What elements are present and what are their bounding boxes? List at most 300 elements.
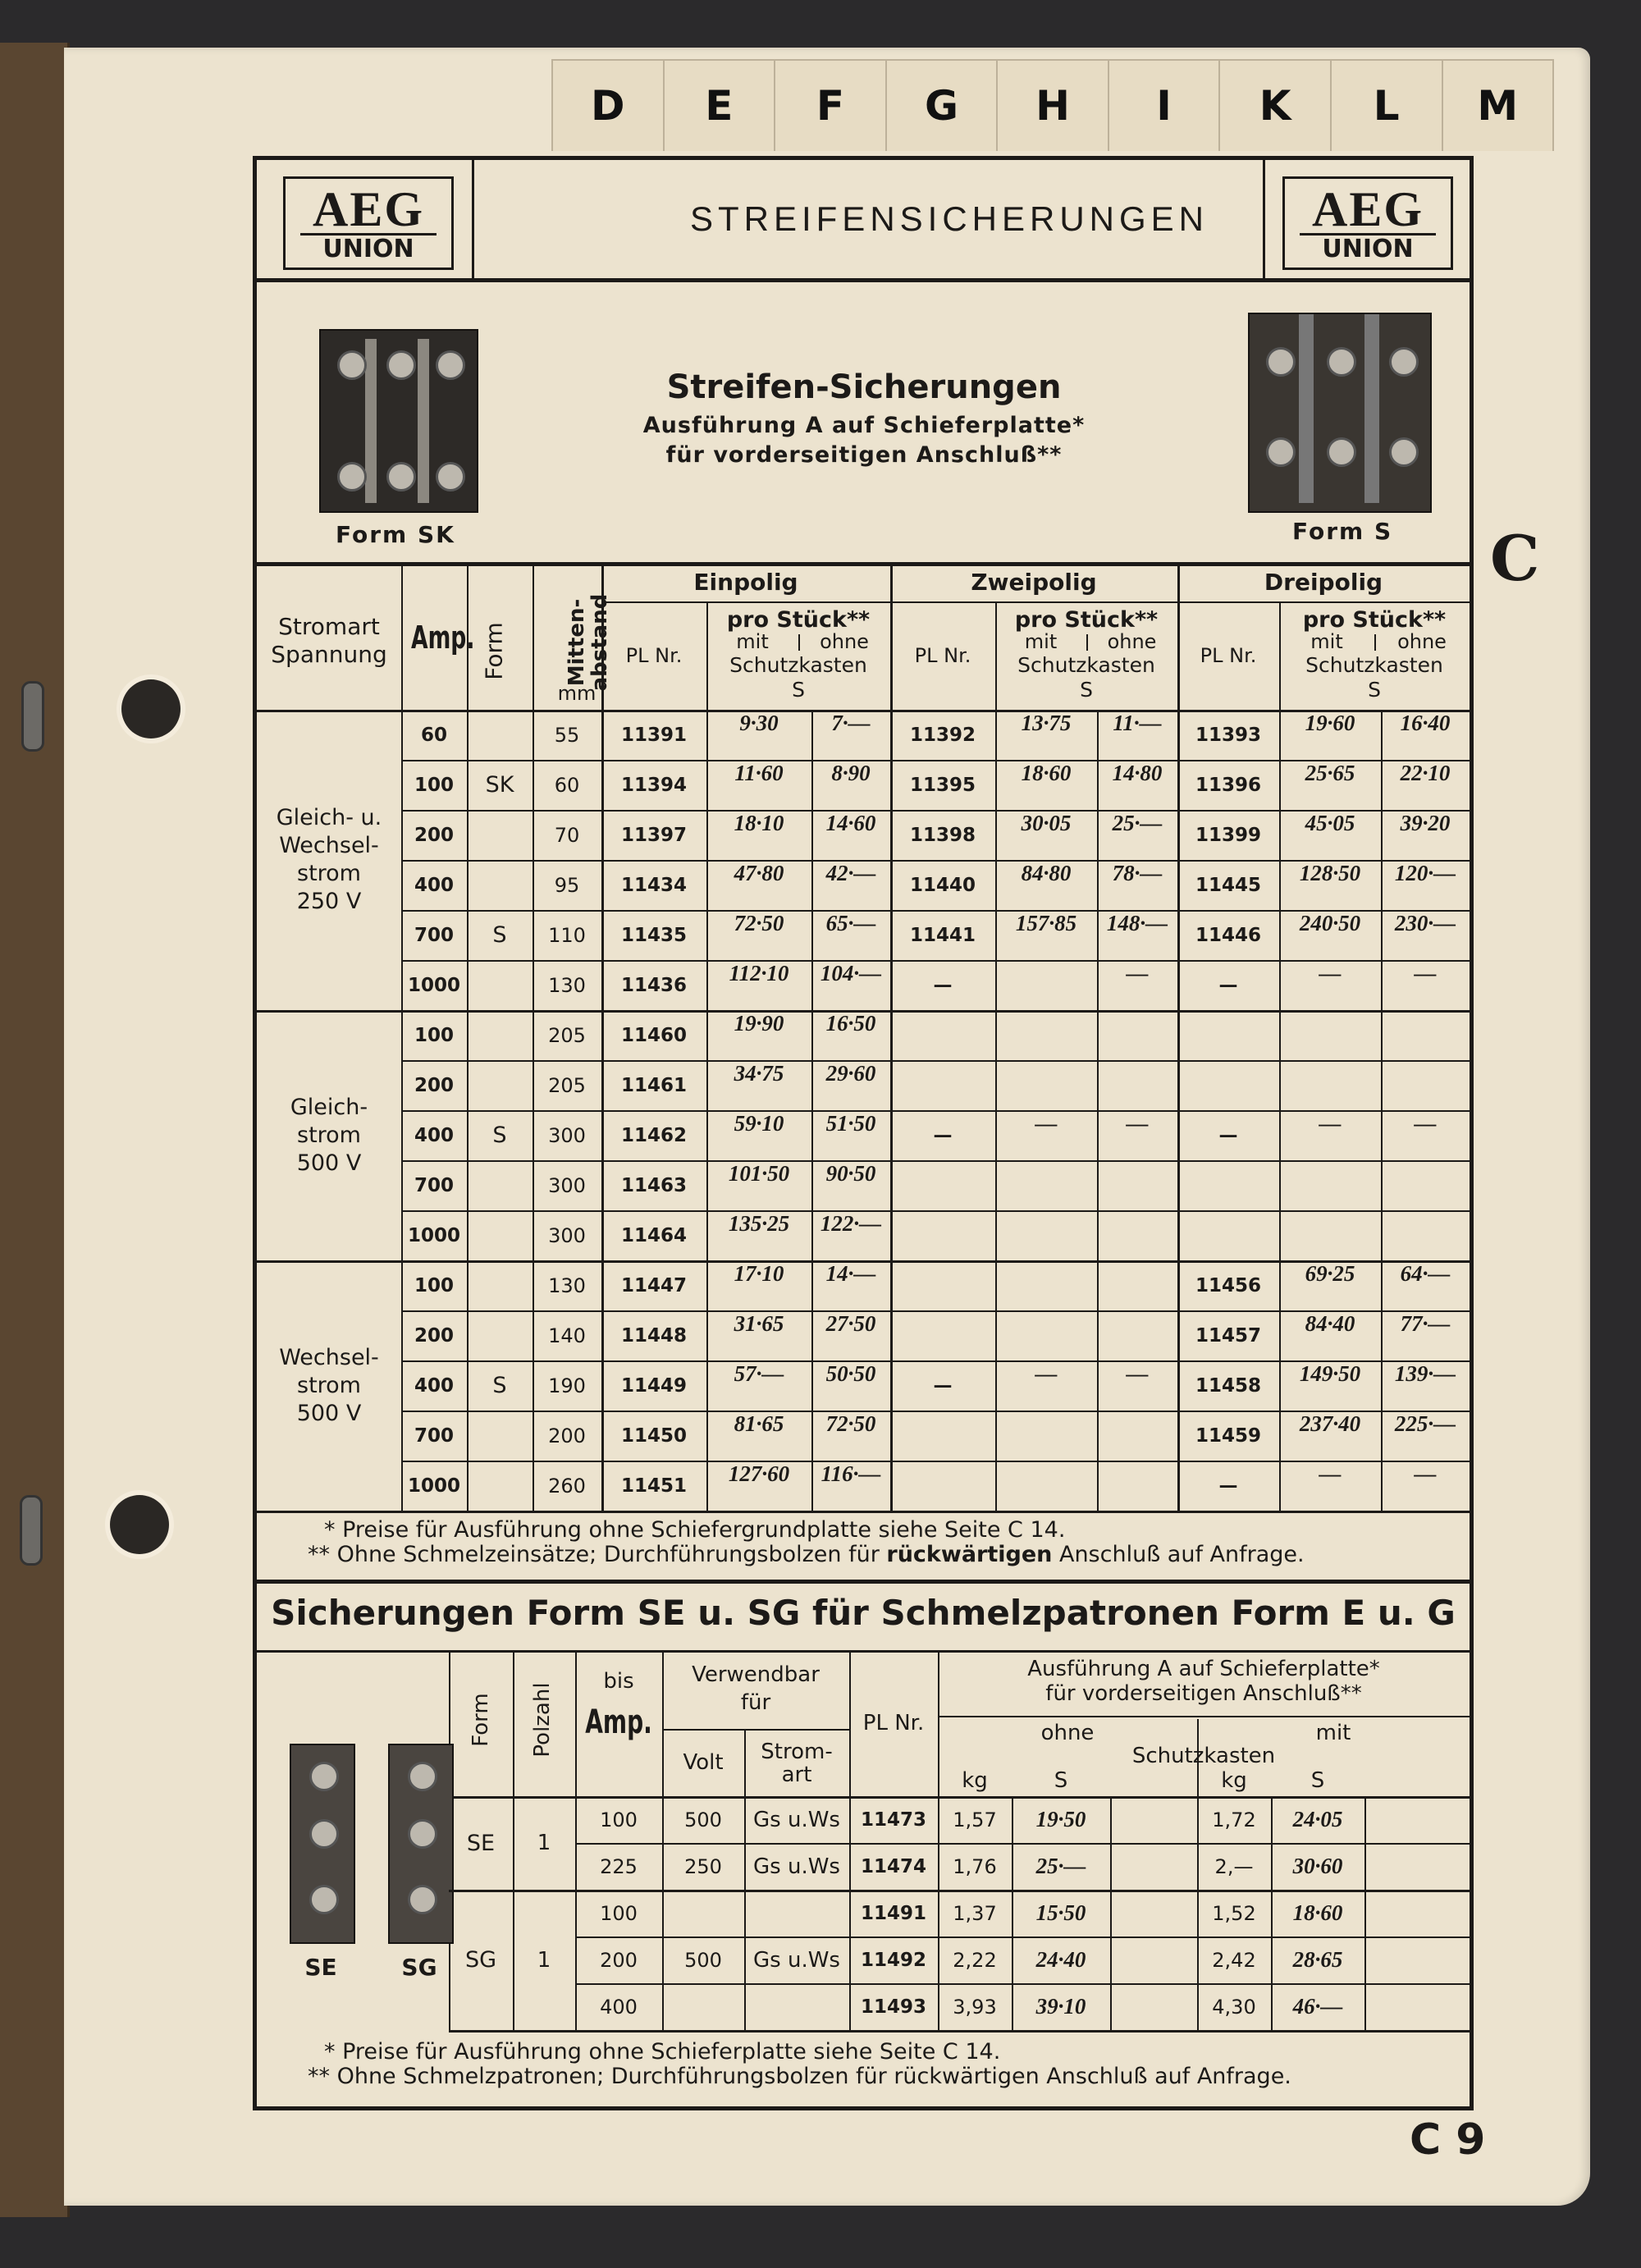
cell-form xyxy=(467,1010,533,1060)
cell-dreipolig-ohne xyxy=(1381,1149,1470,1199)
col-header-volt: Volt xyxy=(683,1750,724,1775)
cell-einpolig-mit: 47·80 xyxy=(734,861,784,885)
cell-zweipolig-mit xyxy=(995,1449,1097,1499)
cell-zweipolig-pl-nr xyxy=(890,1160,995,1210)
col-header-ohne: ohne xyxy=(1397,630,1447,653)
col-header-polzahl: Polzahl xyxy=(530,1682,555,1758)
rule xyxy=(449,2030,1470,2033)
cell-dreipolig-pl-nr: — xyxy=(1218,1124,1238,1146)
cell-dreipolig-ohne: 22·10 xyxy=(1400,761,1451,785)
aeg-union-logo-left xyxy=(283,176,454,270)
cell-einpolig-mit: 81·65 xyxy=(734,1411,784,1436)
cell-einpolig-pl-nr: 11460 xyxy=(620,1024,688,1046)
col-header-pro-stueck: pro Stück** xyxy=(1302,606,1447,633)
cell-einpolig-ohne: 7·— xyxy=(831,711,871,735)
col-header-unit: S xyxy=(1054,1768,1068,1793)
cell-dreipolig-ohne: 230·— xyxy=(1394,911,1456,935)
cell-zweipolig-pl-nr xyxy=(890,1260,995,1310)
col-header-schutzkasten: Schutzkasten xyxy=(729,652,867,677)
cell-zweipolig-pl-nr xyxy=(890,1461,995,1511)
col-header-pl-nr: PL Nr. xyxy=(1200,644,1257,667)
group-label-line: strom xyxy=(297,1122,361,1148)
cell-price-mit: 24·05 xyxy=(1292,1807,1343,1831)
cell-form: SK xyxy=(485,772,514,798)
cell-dreipolig-pl-nr: 11456 xyxy=(1195,1274,1262,1296)
cell-amp: 200 xyxy=(414,1074,454,1096)
binder-ring-bottom xyxy=(20,1495,43,1566)
index-tab-f[interactable]: F xyxy=(774,59,887,151)
cell-einpolig-ohne: 16·50 xyxy=(825,1011,876,1036)
index-tab-g[interactable]: G xyxy=(885,59,999,151)
cell-kg-ohne: 3,93 xyxy=(953,1995,997,2019)
fuse-form-s-photo xyxy=(1248,313,1432,513)
punch-hole-top xyxy=(121,679,181,738)
cell-einpolig-pl-nr: 11464 xyxy=(620,1224,688,1246)
group-label-line: 250 V xyxy=(296,889,362,914)
cell-dreipolig-pl-nr: 11393 xyxy=(1195,724,1262,746)
cell-mittenabstand: 110 xyxy=(548,923,586,947)
cell-pl-nr: 11474 xyxy=(860,1855,927,1877)
fuse-form-sk-photo xyxy=(319,329,478,513)
col-header-schutzkasten: Schutzkasten xyxy=(1017,652,1155,677)
col-header-zweipolig: Zweipolig xyxy=(971,568,1097,596)
col-header-unit: S xyxy=(1310,1768,1325,1793)
cell-dreipolig-mit: 128·50 xyxy=(1299,861,1361,885)
index-tab-e[interactable]: E xyxy=(663,59,776,151)
photo-label-se: SE xyxy=(304,1954,337,1981)
logo-union-text: UNION xyxy=(300,233,437,262)
col-header-pl-nr: PL Nr. xyxy=(625,644,683,667)
stromart-text: Stromart xyxy=(278,613,380,640)
group-label xyxy=(257,1260,401,1511)
cell-einpolig-mit: 31·65 xyxy=(734,1311,784,1336)
cell-dreipolig-pl-nr: 11459 xyxy=(1195,1424,1262,1447)
abstand-text: abstand xyxy=(587,593,612,692)
cell-mittenabstand: 200 xyxy=(548,1424,586,1447)
group-label xyxy=(257,1010,401,1260)
cell-dreipolig-mit: 149·50 xyxy=(1299,1361,1361,1386)
cell-zweipolig-mit xyxy=(995,1249,1097,1299)
cell-einpolig-ohne: 122·— xyxy=(820,1211,882,1236)
footnote-2 xyxy=(308,1542,1305,1567)
logo-union-text: UNION xyxy=(1300,233,1436,262)
col-header-unit: S xyxy=(792,677,805,702)
cell-einpolig-pl-nr: 11447 xyxy=(620,1274,688,1296)
col-header-mit: mit xyxy=(1310,630,1343,653)
cell-amp: 400 xyxy=(414,874,454,896)
cell-form: SG xyxy=(464,1947,497,1973)
cell-zweipolig-mit xyxy=(995,1399,1097,1449)
col-header-stromart xyxy=(257,613,401,669)
col-header-schutzkasten: Schutzkasten xyxy=(1131,1744,1276,1768)
cell-zweipolig-ohne: 25·— xyxy=(1112,811,1163,835)
cell-zweipolig-pl-nr: 11441 xyxy=(909,924,976,946)
cell-dreipolig-ohne: 16·40 xyxy=(1400,711,1451,735)
cell-einpolig-pl-nr: 11397 xyxy=(620,824,688,846)
col-header-einpolig: Einpolig xyxy=(693,568,798,596)
cell-dreipolig-ohne: 120·— xyxy=(1394,861,1456,885)
cell-einpolig-ohne: 90·50 xyxy=(825,1161,876,1186)
cell-dreipolig-ohne: 39·20 xyxy=(1400,811,1451,835)
cell-amp: 400 xyxy=(414,1374,454,1397)
cell-einpolig-ohne: 104·— xyxy=(820,961,882,985)
cell-dreipolig-mit xyxy=(1279,999,1381,1049)
cell-amp: 700 xyxy=(414,1174,454,1196)
cell-zweipolig-mit xyxy=(995,999,1097,1049)
cell-zweipolig-mit xyxy=(995,1149,1097,1199)
group-label-line: Gleich- u. xyxy=(276,805,382,830)
cell-kg-mit: 2,42 xyxy=(1212,1948,1256,1972)
cell-zweipolig-mit xyxy=(995,1299,1097,1349)
index-tab-d[interactable]: D xyxy=(551,59,665,151)
cell-price-ohne: 25·— xyxy=(1035,1854,1086,1878)
cell-zweipolig-ohne xyxy=(1097,1049,1177,1099)
cell-form xyxy=(467,810,533,860)
cell-einpolig-pl-nr: 11436 xyxy=(620,974,688,996)
cell-einpolig-pl-nr: 11449 xyxy=(620,1374,688,1397)
cell-dreipolig-ohne xyxy=(1381,1199,1470,1249)
cell-pl-nr: 11491 xyxy=(860,1902,927,1924)
col-header-pro-stueck: pro Stück** xyxy=(1014,606,1159,633)
index-tab-k[interactable]: K xyxy=(1218,59,1332,151)
cell-einpolig-ohne: 50·50 xyxy=(825,1361,876,1386)
cell-zweipolig-ohne xyxy=(1097,1399,1177,1449)
cell-einpolig-pl-nr: 11462 xyxy=(620,1124,688,1146)
cell-einpolig-ohne: 27·50 xyxy=(825,1311,876,1336)
cell-amp: 100 xyxy=(600,1808,638,1831)
cell-pl-nr: 11493 xyxy=(860,1996,927,2018)
col-header-amp: Amp. xyxy=(585,1703,652,1741)
binder-ring-top xyxy=(21,681,44,752)
fuse-form-se-photo xyxy=(290,1744,355,1944)
cell-einpolig-ohne: 8·90 xyxy=(831,761,871,785)
cell-stromart: Gs u.Ws xyxy=(753,1854,840,1879)
cell-dreipolig-ohne: — xyxy=(1414,1461,1437,1486)
index-tab-h[interactable]: H xyxy=(996,59,1109,151)
cell-dreipolig-mit: 45·05 xyxy=(1305,811,1355,835)
rule xyxy=(257,1580,1470,1584)
cell-mittenabstand: 70 xyxy=(554,823,580,847)
col-header-pl-nr: PL Nr. xyxy=(862,1711,925,1735)
col-header-mit: mit xyxy=(736,630,769,653)
rule xyxy=(601,601,1470,603)
group-label-line: Wechsel- xyxy=(279,1344,379,1370)
cell-dreipolig-mit: 240·50 xyxy=(1299,911,1361,935)
cell-mittenabstand: 300 xyxy=(548,1173,586,1197)
cell-zweipolig-pl-nr: 11398 xyxy=(909,824,976,846)
cell-stromart: Gs u.Ws xyxy=(753,1947,840,1973)
cell-volt: 250 xyxy=(684,1854,722,1878)
cell-zweipolig-mit: 84·80 xyxy=(1021,861,1072,885)
cell-amp: 100 xyxy=(414,1024,454,1046)
spannung-text: Spannung xyxy=(271,641,387,668)
footnote-2-part: ** Ohne Schmelzeinsätze; Durchführungsbolzen für xyxy=(308,1542,887,1567)
cell-zweipolig-ohne xyxy=(1097,1299,1177,1349)
cell-einpolig-mit: 34·75 xyxy=(734,1061,784,1086)
cell-zweipolig-pl-nr: — xyxy=(933,1124,953,1146)
rule xyxy=(257,278,1470,282)
cell-dreipolig-mit: 84·40 xyxy=(1305,1311,1355,1336)
cell-amp: 200 xyxy=(600,1948,638,1972)
form-sk-label: Form SK xyxy=(336,521,455,548)
cell-dreipolig-pl-nr: 11458 xyxy=(1195,1374,1262,1397)
cell-dreipolig-pl-nr: — xyxy=(1218,974,1238,996)
group-label-line: 500 V xyxy=(296,1150,362,1176)
cell-price-ohne: 15·50 xyxy=(1035,1900,1086,1925)
cell-form xyxy=(467,860,533,910)
cell-kg-mit: 2,— xyxy=(1214,1854,1254,1878)
cell-einpolig-mit: 101·50 xyxy=(728,1161,790,1186)
cell-dreipolig-pl-nr xyxy=(1177,1160,1279,1210)
page-number: C 9 xyxy=(1410,2115,1486,2165)
cell-form xyxy=(467,1060,533,1110)
cell-zweipolig-mit: — xyxy=(1035,1361,1058,1386)
cell-dreipolig-pl-nr: 11446 xyxy=(1195,924,1262,946)
col-header-form: Form xyxy=(480,622,508,680)
cell-zweipolig-ohne xyxy=(1097,1449,1177,1499)
footnote-4: ** Ohne Schmelzpatronen; Durchführungsbolzen für rückwärtigen Anschluß auf Anfrage. xyxy=(308,2064,1291,2089)
cell-mittenabstand: 300 xyxy=(548,1123,586,1147)
footnote-2-part: Anschluß auf Anfrage. xyxy=(1052,1542,1305,1567)
cell-zweipolig-ohne: 78·— xyxy=(1112,861,1163,885)
section1-title: Streifen-Sicherungen xyxy=(666,368,1062,406)
cell-form: S xyxy=(492,922,507,948)
logo-aeg-text: AEG xyxy=(312,181,425,236)
cell-pl-nr: 11473 xyxy=(860,1808,927,1831)
cell-amp: 200 xyxy=(414,824,454,846)
cell-einpolig-mit: 9·30 xyxy=(739,711,779,735)
cell-amp: 225 xyxy=(600,1854,638,1878)
cell-zweipolig-pl-nr: 11440 xyxy=(909,874,976,896)
cell-amp: 1000 xyxy=(407,974,460,996)
rule xyxy=(938,1716,1470,1717)
cell-amp: 200 xyxy=(414,1324,454,1347)
col-header-fuer: für xyxy=(740,1690,771,1715)
cell-amp: 1000 xyxy=(407,1224,460,1246)
cell-zweipolig-mit xyxy=(995,949,1097,999)
cell-price-mit: 28·65 xyxy=(1292,1947,1343,1972)
cell-zweipolig-ohne xyxy=(1097,999,1177,1049)
cell-polzahl: 1 xyxy=(537,1947,551,1973)
col-header-form: Form xyxy=(469,1693,493,1747)
cell-einpolig-pl-nr: 11448 xyxy=(620,1324,688,1347)
cell-amp: 100 xyxy=(600,1901,638,1925)
cell-dreipolig-mit: 25·65 xyxy=(1305,761,1355,785)
cell-zweipolig-pl-nr: 11395 xyxy=(909,774,976,796)
col-header-ausfuehrung-1: Ausführung A auf Schieferplatte* xyxy=(1027,1657,1380,1681)
cell-einpolig-pl-nr: 11394 xyxy=(620,774,688,796)
mitten-text: Mitten- xyxy=(565,598,589,687)
cell-dreipolig-mit: 237·40 xyxy=(1299,1411,1361,1436)
cell-mittenabstand: 60 xyxy=(554,773,580,797)
header-title: STREIFENSICHERUNGEN xyxy=(689,199,1209,238)
cell-einpolig-mit: 11·60 xyxy=(734,761,784,785)
aeg-union-logo-right xyxy=(1282,176,1453,270)
cell-dreipolig-mit: 19·60 xyxy=(1305,711,1355,735)
cell-mittenabstand: 140 xyxy=(548,1324,586,1347)
page-frame xyxy=(253,156,1474,2110)
col-header-ohne: ohne xyxy=(820,630,869,653)
cell-einpolig-mit: 17·10 xyxy=(734,1261,784,1286)
cell-dreipolig-mit xyxy=(1279,1049,1381,1099)
logo-aeg-text: AEG xyxy=(1311,181,1424,236)
photo-label-sg: SG xyxy=(401,1954,437,1981)
section2-title: Sicherungen Form SE u. SG für Schmelzpatronen Form E u. G xyxy=(271,1593,1456,1633)
group-label-line: Gleich- xyxy=(290,1094,368,1120)
cell-dreipolig-pl-nr xyxy=(1177,1060,1279,1110)
cell-einpolig-mit: 18·10 xyxy=(734,811,784,835)
index-tab-m[interactable]: M xyxy=(1442,59,1555,151)
col-header-ohne: ohne xyxy=(1107,630,1157,653)
form-s-label: Form S xyxy=(1292,518,1393,545)
cell-einpolig-mit: 127·60 xyxy=(728,1461,790,1486)
cell-dreipolig-mit: — xyxy=(1319,961,1342,985)
cell-zweipolig-ohne: 14·80 xyxy=(1112,761,1163,785)
cell-form xyxy=(467,1310,533,1360)
cell-amp: 400 xyxy=(600,1995,638,2019)
cell-dreipolig-pl-nr xyxy=(1177,1010,1279,1060)
cell-kg-mit: 1,52 xyxy=(1212,1901,1256,1925)
cell-dreipolig-pl-nr: 11445 xyxy=(1195,874,1262,896)
cell-price-mit: 46·— xyxy=(1292,1994,1343,2019)
col-header-amp: Amp. xyxy=(411,620,475,656)
cell-zweipolig-mit: 13·75 xyxy=(1021,711,1072,735)
side-letter: C xyxy=(1490,522,1540,595)
cell-dreipolig-pl-nr: 11399 xyxy=(1195,824,1262,846)
section1-subtitle-1: Ausführung A auf Schieferplatte* xyxy=(642,413,1086,438)
cell-dreipolig-pl-nr xyxy=(1177,1210,1279,1260)
cell-mittenabstand: 300 xyxy=(548,1223,586,1247)
cell-price-ohne: 39·10 xyxy=(1035,1994,1086,2019)
cell-zweipolig-pl-nr xyxy=(890,1060,995,1110)
cell-stromart: Gs u.Ws xyxy=(753,1807,840,1832)
cell-einpolig-mit: 72·50 xyxy=(734,911,784,935)
col-header-mit: mit xyxy=(1315,1721,1351,1745)
col-header-strom: Strom- xyxy=(761,1740,833,1764)
col-header-art: art xyxy=(781,1763,812,1787)
cell-einpolig-pl-nr: 11450 xyxy=(620,1424,688,1447)
cell-amp: 60 xyxy=(420,724,447,746)
col-header-dreipolig: Dreipolig xyxy=(1264,568,1383,596)
cell-form xyxy=(467,1461,533,1511)
footnote-2-part: rückwärtigen xyxy=(886,1542,1053,1567)
col-header-ohne: ohne xyxy=(1040,1721,1095,1745)
section1-subtitle-2: für vorderseitigen Anschluß** xyxy=(665,442,1063,468)
cell-einpolig-ohne: 14·60 xyxy=(825,811,876,835)
cell-dreipolig-ohne xyxy=(1381,1049,1470,1099)
cell-zweipolig-pl-nr: 11392 xyxy=(909,724,976,746)
cell-price-ohne: 19·50 xyxy=(1035,1807,1086,1831)
cell-einpolig-ohne: 14·— xyxy=(825,1261,876,1286)
punch-hole-bottom xyxy=(110,1495,169,1554)
cell-zweipolig-mit: 157·85 xyxy=(1015,911,1077,935)
cell-form xyxy=(467,960,533,1010)
cell-form xyxy=(467,1260,533,1310)
index-tab-i[interactable]: I xyxy=(1108,59,1221,151)
cell-einpolig-mit: 135·25 xyxy=(728,1211,790,1236)
cell-mittenabstand: 95 xyxy=(554,873,580,897)
cell-kg-ohne: 1,57 xyxy=(953,1808,997,1831)
cell-kg-mit: 4,30 xyxy=(1212,1995,1256,2019)
cell-dreipolig-mit: — xyxy=(1319,1111,1342,1136)
col-header-bis: bis xyxy=(603,1669,634,1694)
cell-form: S xyxy=(492,1123,507,1148)
group-label-line: 500 V xyxy=(296,1400,362,1426)
cell-price-ohne: 24·40 xyxy=(1035,1947,1086,1972)
cell-zweipolig-ohne: — xyxy=(1126,1111,1149,1136)
cell-einpolig-pl-nr: 11463 xyxy=(620,1174,688,1196)
cell-zweipolig-mit xyxy=(995,1049,1097,1099)
footnote-3: * Preise für Ausführung ohne Schieferplatte siehe Seite C 14. xyxy=(324,2039,1001,2065)
cell-dreipolig-mit xyxy=(1279,1149,1381,1199)
cell-amp: 700 xyxy=(414,924,454,946)
group-label-line: Wechsel- xyxy=(279,833,379,858)
col-header-verwendbar: Verwendbar xyxy=(692,1662,820,1687)
group-label-line: strom xyxy=(297,861,361,886)
cell-price-mit: 30·60 xyxy=(1292,1854,1343,1878)
cell-einpolig-pl-nr: 11451 xyxy=(620,1475,688,1497)
cell-mittenabstand: 260 xyxy=(548,1474,586,1498)
col-header-kg: kg xyxy=(1221,1768,1247,1793)
cell-einpolig-ohne: 51·50 xyxy=(825,1111,876,1136)
col-header-mit: mit xyxy=(1024,630,1058,653)
cell-zweipolig-ohne: — xyxy=(1126,961,1149,985)
cell-volt: 500 xyxy=(684,1948,722,1972)
binder-spine xyxy=(0,43,70,2217)
cell-form: SE xyxy=(466,1830,496,1856)
col-header-pro-stueck: pro Stück** xyxy=(726,606,871,633)
cell-amp: 1000 xyxy=(407,1475,460,1497)
cell-einpolig-ohne: 116·— xyxy=(820,1461,881,1486)
cell-dreipolig-pl-nr: 11457 xyxy=(1195,1324,1262,1347)
cell-zweipolig-pl-nr xyxy=(890,1411,995,1461)
group-label xyxy=(257,710,401,1010)
cell-zweipolig-pl-nr xyxy=(890,1010,995,1060)
header-divider-right xyxy=(1263,160,1265,278)
cell-volt: 500 xyxy=(684,1808,722,1831)
cell-form xyxy=(467,1160,533,1210)
cell-einpolig-mit: 57·— xyxy=(734,1361,784,1386)
cell-zweipolig-ohne: 148·— xyxy=(1106,911,1168,935)
cell-zweipolig-pl-nr xyxy=(890,1210,995,1260)
cell-zweipolig-pl-nr: — xyxy=(933,974,953,996)
cell-polzahl: 1 xyxy=(537,1831,551,1855)
cell-price-mit: 18·60 xyxy=(1292,1900,1343,1925)
cell-zweipolig-ohne xyxy=(1097,1149,1177,1199)
cell-einpolig-mit: 59·10 xyxy=(734,1111,784,1136)
cell-zweipolig-pl-nr xyxy=(890,1310,995,1360)
rule xyxy=(1086,634,1088,651)
cell-mittenabstand: 205 xyxy=(548,1073,586,1097)
index-tab-l[interactable]: L xyxy=(1330,59,1443,151)
cell-mittenabstand: 190 xyxy=(548,1374,586,1397)
cell-zweipolig-mit: 18·60 xyxy=(1021,761,1072,785)
rule xyxy=(1364,1796,1366,2030)
cell-dreipolig-pl-nr: 11396 xyxy=(1195,774,1262,796)
index-tabs xyxy=(551,59,1552,151)
cell-amp: 100 xyxy=(414,774,454,796)
rule xyxy=(1110,1796,1112,2030)
fuse-form-sg-photo xyxy=(388,1744,454,1944)
col-header-schutzkasten: Schutzkasten xyxy=(1305,652,1443,677)
cell-dreipolig-mit: 69·25 xyxy=(1305,1261,1355,1286)
cell-einpolig-pl-nr: 11434 xyxy=(620,874,688,896)
cell-dreipolig-mit: — xyxy=(1319,1461,1342,1486)
col-header-unit: S xyxy=(1368,677,1381,702)
cell-zweipolig-pl-nr: — xyxy=(933,1374,953,1397)
cell-einpolig-mit: 19·90 xyxy=(734,1011,784,1036)
cell-zweipolig-mit xyxy=(995,1199,1097,1249)
